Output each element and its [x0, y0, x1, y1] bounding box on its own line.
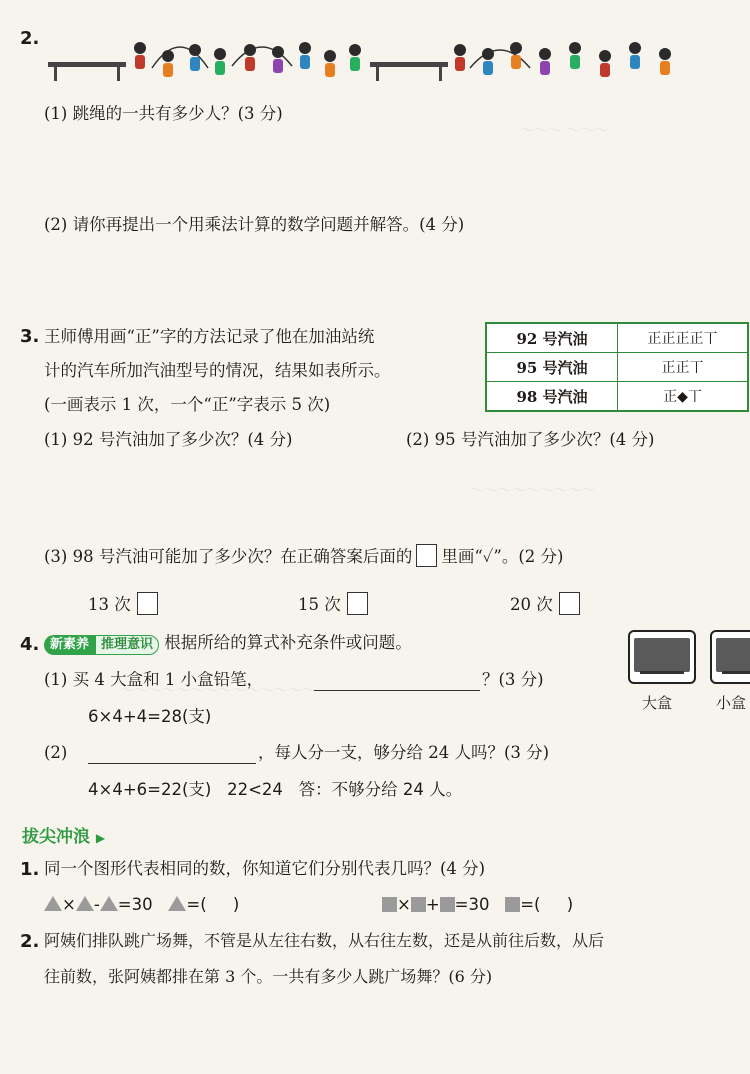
small-pencil-box-icon — [710, 630, 750, 684]
operator: × — [397, 895, 411, 914]
square-icon — [411, 897, 426, 912]
tally-marks-cell: 正◆丅 — [618, 382, 749, 412]
question-4-intro: 根据所给的算式补充条件或问题。 — [164, 633, 412, 652]
fuel-type-cell: 95 号汽油 — [486, 353, 618, 382]
fuel-type-cell: 92 号汽油 — [486, 323, 618, 353]
option-checkbox[interactable] — [559, 592, 580, 615]
option-label: 20 次 — [510, 595, 553, 614]
bonus-2-number: 2. — [20, 931, 40, 952]
arrow-icon: ▶ — [95, 831, 106, 845]
question-3-part-2: (2) 95 号汽油加了多少次？(4 分) — [406, 430, 655, 449]
tally-marks-cell: 正正正正丅 — [618, 323, 749, 353]
small-box-caption: 小盒 — [716, 694, 747, 712]
bonus-2-line-1: 阿姨们排队跳广场舞，不管是从左往右数，从右往左数，还是从前往后数，从后 — [44, 931, 605, 950]
question-4-part-1-end: ？(3 分) — [482, 670, 544, 689]
question-2-part-2: (2) 请你再提出一个用乘法计算的数学问题并解答。(4 分) — [44, 215, 465, 234]
question-2-part-1: (1) 跳绳的一共有多少人？(3 分) — [44, 104, 283, 123]
bleed-through-text: ～～～ ～～～ — [520, 123, 609, 139]
option-checkbox[interactable] — [347, 592, 368, 615]
answer-blank[interactable]: =( ) — [186, 895, 240, 914]
fuel-type-cell: 98 号汽油 — [486, 382, 618, 412]
question-3-line-3: (一画表示 1 次，一个“正”字表示 5 次) — [44, 395, 331, 414]
square-icon — [505, 897, 520, 912]
option-label: 13 次 — [88, 595, 131, 614]
section-title — [22, 822, 105, 847]
square-icon — [440, 897, 455, 912]
question-4-part-1-equation: 6×4+4=28(支) — [88, 707, 212, 726]
triangle-icon — [168, 896, 186, 911]
bonus-1-equation-triangle — [44, 895, 239, 916]
triangle-icon — [44, 896, 62, 911]
option-label: 15 次 — [298, 595, 341, 614]
tag-reasoning: 推理意识 — [95, 635, 159, 655]
option-20 — [510, 592, 580, 616]
bleed-through-text: ～～～～～～～～～～～～～～ — [120, 683, 316, 699]
tally-marks-cell: 正正丅 — [618, 353, 749, 382]
bonus-1-number: 1. — [20, 859, 40, 880]
question-3-number: 3. — [20, 326, 40, 347]
big-box-caption: 大盒 — [642, 694, 673, 712]
question-4-number: 4. — [20, 634, 40, 655]
tag-new-literacy: 新素养 — [44, 635, 95, 655]
question-3-part-3 — [44, 544, 564, 568]
question-4-part-2-label: (2) — [44, 743, 68, 762]
answer-blank[interactable]: =( ) — [520, 895, 574, 914]
section-title-text: 拔尖冲浪 — [22, 827, 90, 847]
fuel-tally-table — [485, 322, 749, 412]
big-pencil-box-icon — [628, 630, 696, 684]
square-icon — [382, 897, 397, 912]
question-4-part-2-equation: 4×4+6=22(支) 22<24 答：不够分给 24 人。 — [88, 780, 463, 799]
children-playing-illustration — [40, 28, 690, 86]
operator: × — [62, 895, 76, 914]
question-4-part-1: (1) 买 4 大盒和 1 小盒铅笔， — [44, 670, 264, 689]
question-3-line-2: 计的汽车所加汽油型号的情况，结果如表所示。 — [44, 361, 391, 380]
question-2-number: 2. — [20, 28, 40, 49]
question-3-part-3-text: (3) 98 号汽油可能加了多少次？在正确答案后面的 — [44, 547, 413, 566]
triangle-icon — [76, 896, 94, 911]
bleed-through-text: ～～～～～～～～～ — [470, 483, 596, 499]
answer-line[interactable] — [88, 763, 256, 764]
result: =30 — [454, 895, 490, 914]
operator: - — [93, 895, 100, 914]
option-13 — [88, 592, 158, 616]
sample-answer-box — [416, 544, 437, 567]
table-row — [486, 353, 748, 382]
result: =30 — [117, 895, 153, 914]
question-3-part-1: (1) 92 号汽油加了多少次？(4 分) — [44, 430, 293, 449]
question-3-line-1: 王师傅用画“正”字的方法记录了他在加油站统 — [44, 327, 375, 346]
bonus-1-text: 同一个图形代表相同的数，你知道它们分别代表几吗？(4 分) — [44, 859, 486, 878]
triangle-icon — [100, 896, 118, 911]
answer-line[interactable] — [314, 690, 480, 691]
table-row — [486, 382, 748, 412]
option-15 — [298, 592, 368, 616]
operator: + — [425, 895, 440, 914]
bonus-1-equation-square — [382, 895, 573, 916]
question-3-part-3-text-2: 里画“✓”。(2 分) — [441, 547, 564, 566]
table-row — [486, 323, 748, 353]
question-4-part-2: ，每人分一支，够分给 24 人吗？(3 分) — [258, 743, 550, 762]
option-checkbox[interactable] — [137, 592, 158, 615]
question-4-header — [44, 633, 412, 655]
bonus-2-line-2: 往前数，张阿姨都排在第 3 个。一共有多少人跳广场舞？(6 分) — [44, 967, 493, 986]
